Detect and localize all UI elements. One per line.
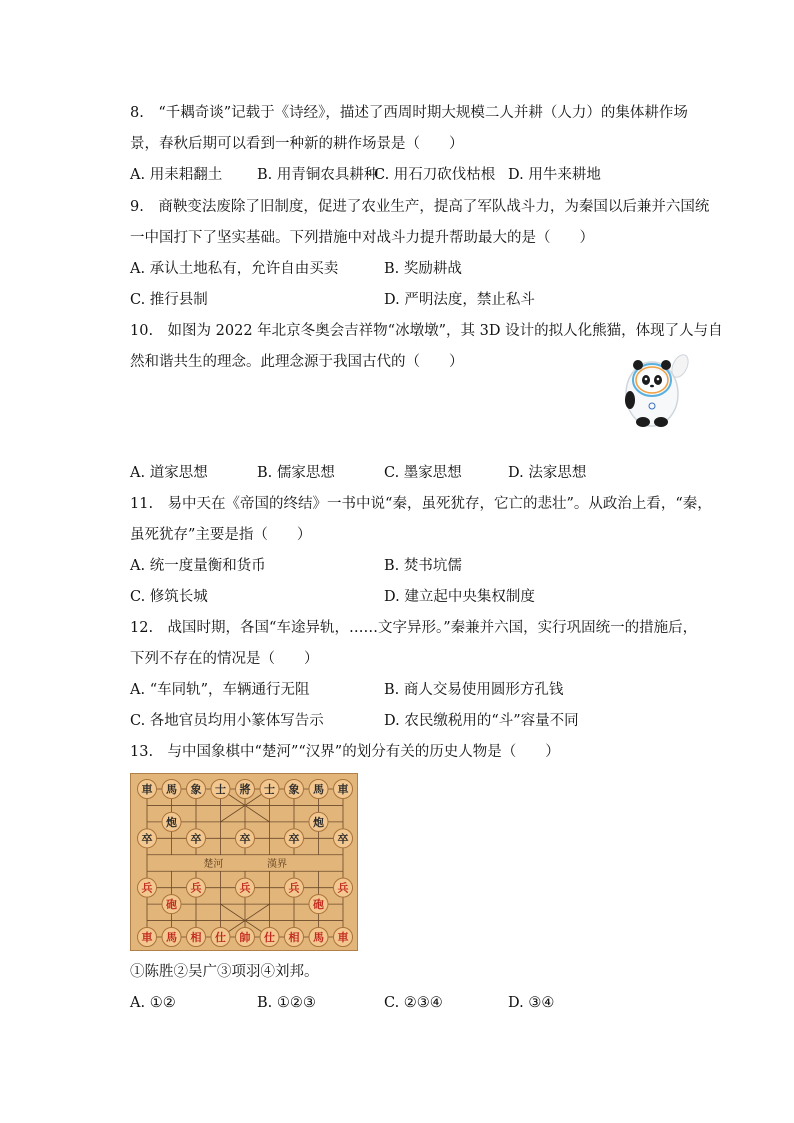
q11-option-c[interactable]: C. 修筑长城 (130, 589, 208, 605)
xiangqi-piece (285, 829, 304, 848)
svg-text:帥: 帥 (239, 931, 251, 944)
svg-text:砲: 砲 (313, 898, 324, 912)
q9-option-c[interactable]: C. 推行县制 (130, 292, 208, 308)
svg-text:士: 士 (264, 783, 275, 796)
svg-text:象: 象 (190, 783, 202, 796)
q11-stem-line1: 11. 易中天在《帝国的终结》一书中说“秦，虽死犹存，它亡的悲壮”。从政治上看，“秦， (130, 496, 712, 512)
q9-stem-line1: 9. 商鞅变法废除了旧制度，促进了农业生产，提高了军队战斗力，为秦国以后兼并六国统 (130, 199, 710, 215)
q13-option-d[interactable]: D. ③④ (508, 995, 555, 1011)
q8-option-b[interactable]: B. 用青铜农具耕种 (257, 167, 379, 183)
xiangqi-piece (236, 878, 255, 897)
xiangqi-piece (334, 928, 353, 947)
svg-text:馬: 馬 (166, 931, 177, 944)
svg-text:相: 相 (190, 931, 202, 944)
svg-text:車: 車 (141, 931, 153, 944)
q11-option-a[interactable]: A. 统一度量衡和货币 (130, 558, 266, 574)
xiangqi-piece (285, 928, 304, 947)
river-label-chu: 楚河 (203, 859, 224, 870)
xiangqi-piece (187, 878, 206, 897)
svg-text:砲: 砲 (166, 898, 177, 912)
xiangqi-piece (285, 878, 304, 897)
q8-stem-line2: 景，春秋后期可以看到一种新的耕作场景是（ ） (130, 136, 464, 152)
river-label-han: 漢界 (267, 859, 288, 870)
xiangqi-piece (260, 780, 279, 799)
q13-note: ①陈胜②吴广③项羽④刘邦。 (130, 964, 319, 980)
q8-option-c[interactable]: C. 用石刀砍伐枯根 (374, 167, 496, 183)
svg-text:將: 將 (239, 783, 251, 796)
q9-option-a[interactable]: A. 承认土地私有，允许自由买卖 (130, 261, 339, 277)
q10-stem-line2: 然和谐共生的理念。此理念源于我国古代的（ ） (130, 354, 464, 370)
svg-text:卒: 卒 (190, 832, 202, 846)
svg-text:車: 車 (337, 783, 349, 796)
xiangqi-piece (138, 928, 157, 947)
svg-text:車: 車 (141, 783, 153, 796)
xiangqi-piece (211, 780, 230, 799)
q12-option-a[interactable]: A. “车同轨”，车辆通行无阻 (130, 682, 310, 698)
svg-text:象: 象 (288, 783, 300, 796)
svg-text:馬: 馬 (166, 783, 177, 796)
q8-option-d[interactable]: D. 用牛来耕地 (508, 167, 601, 183)
q11-stem-line2: 虽死犹存”主要是指（ ） (130, 527, 312, 543)
q9-option-d[interactable]: D. 严明法度，禁止私斗 (384, 292, 535, 308)
q13-option-c[interactable]: C. ②③④ (384, 995, 443, 1011)
xiangqi-board-image (130, 773, 358, 951)
svg-text:兵: 兵 (239, 881, 251, 895)
q10-option-a[interactable]: A. 道家思想 (130, 465, 208, 481)
xiangqi-piece (162, 895, 181, 914)
q8-stem-line1: 8. “千耦奇谈”记载于《诗经》，描述了西周时期大规模二人并耕（人力）的集体耕作场 (130, 105, 688, 121)
svg-text:車: 車 (337, 931, 349, 944)
svg-text:卒: 卒 (141, 832, 153, 846)
xiangqi-piece (187, 780, 206, 799)
xiangqi-piece (334, 878, 353, 897)
xiangqi-piece (187, 829, 206, 848)
svg-text:炮: 炮 (313, 815, 324, 829)
q10-option-c[interactable]: C. 墨家思想 (384, 465, 462, 481)
svg-text:相: 相 (288, 931, 300, 944)
q9-option-b[interactable]: B. 奖励耕战 (384, 261, 462, 277)
xiangqi-piece (162, 812, 181, 831)
xiangqi-piece (285, 780, 304, 799)
xiangqi-piece (236, 928, 255, 947)
q12-stem-line2: 下列不存在的情况是（ ） (130, 651, 319, 667)
xiangqi-piece (309, 928, 328, 947)
q10-stem-line1: 10. 如图为 2022 年北京冬奥会吉祥物“冰墩墩”，其 3D 设计的拟人化熊猫，体现了人与自 (130, 323, 723, 339)
q12-stem-line1: 12. 战国时期，各国“车途异轨，……文字异形。”秦兼并六国，实行巩固统一的措施后， (130, 620, 698, 636)
xiangqi-piece (211, 928, 230, 947)
q13-option-b[interactable]: B. ①②③ (257, 995, 316, 1011)
svg-text:士: 士 (215, 783, 226, 796)
xiangqi-piece (260, 928, 279, 947)
svg-text:卒: 卒 (288, 832, 300, 846)
q12-option-d[interactable]: D. 农民缴税用的“斗”容量不同 (384, 713, 579, 729)
q10-option-b[interactable]: B. 儒家思想 (257, 465, 335, 481)
xiangqi-piece (162, 928, 181, 947)
svg-text:兵: 兵 (337, 881, 349, 895)
svg-text:兵: 兵 (190, 881, 202, 895)
xiangqi-piece (334, 780, 353, 799)
svg-text:兵: 兵 (141, 881, 153, 895)
xiangqi-piece (309, 780, 328, 799)
q13-option-a[interactable]: A. ①② (130, 995, 176, 1011)
q12-option-c[interactable]: C. 各地官员均用小篆体写告示 (130, 713, 324, 729)
xiangqi-piece (236, 829, 255, 848)
svg-text:仕: 仕 (215, 931, 226, 944)
q11-option-d[interactable]: D. 建立起中央集权制度 (384, 589, 535, 605)
svg-text:卒: 卒 (337, 832, 349, 846)
svg-text:兵: 兵 (288, 881, 300, 895)
xiangqi-piece (236, 780, 255, 799)
xiangqi-piece (162, 780, 181, 799)
xiangqi-piece (187, 928, 206, 947)
svg-text:炮: 炮 (166, 815, 177, 829)
q10-option-d[interactable]: D. 法家思想 (508, 465, 587, 481)
xiangqi-piece (138, 878, 157, 897)
svg-text:卒: 卒 (239, 832, 251, 846)
xiangqi-piece (334, 829, 353, 848)
q11-option-b[interactable]: B. 焚书坑儒 (384, 558, 462, 574)
q9-stem-line2: 一中国打下了坚实基础。下列措施中对战斗力提升帮助最大的是（ ） (130, 230, 594, 246)
xiangqi-piece (138, 829, 157, 848)
q8-option-a[interactable]: A. 用耒耜翻土 (130, 167, 223, 183)
xiangqi-piece (138, 780, 157, 799)
svg-text:馬: 馬 (313, 783, 324, 796)
svg-text:馬: 馬 (313, 931, 324, 944)
q12-option-b[interactable]: B. 商人交易使用圆形方孔钱 (384, 682, 564, 698)
svg-text:仕: 仕 (264, 931, 275, 944)
xiangqi-piece (309, 812, 328, 831)
q13-stem-line1: 13. 与中国象棋中“楚河”“汉界”的划分有关的历史人物是（ ） (130, 744, 560, 760)
xiangqi-piece (309, 895, 328, 914)
bing-dwen-dwen-image (612, 350, 696, 430)
